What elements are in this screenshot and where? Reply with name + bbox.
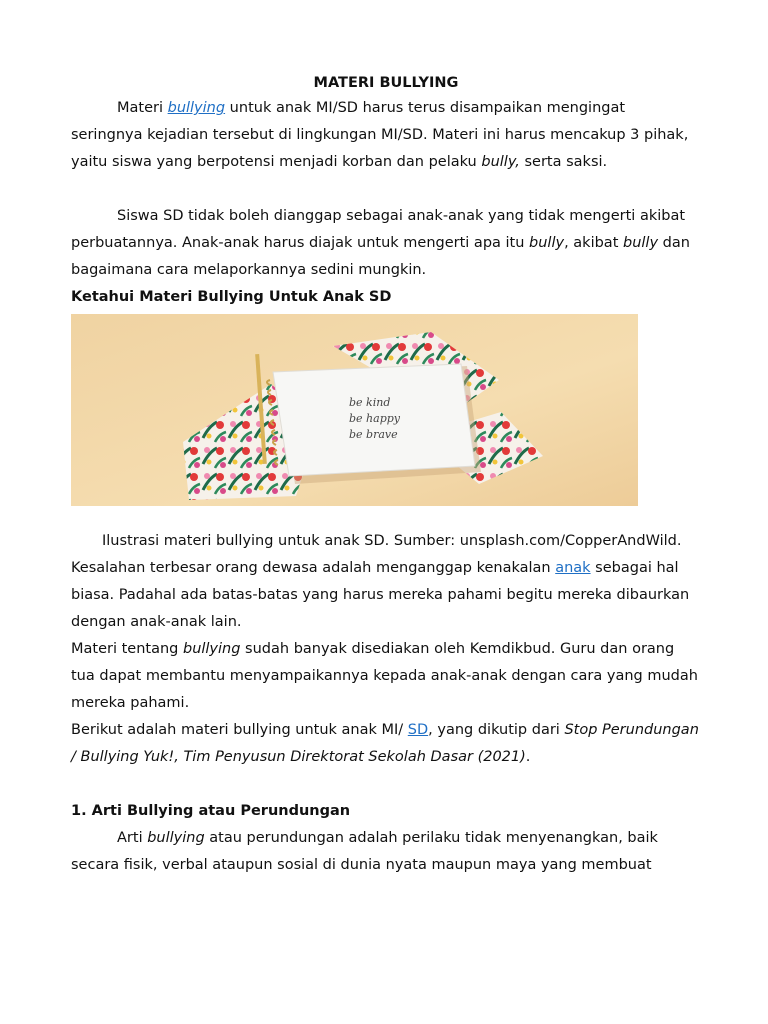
fifth-paragraph xyxy=(71,717,701,771)
italic-term: bullying xyxy=(147,830,205,846)
notebook-line-1: be kind xyxy=(349,396,391,409)
italic-term: bullying xyxy=(182,641,241,657)
intro-paragraph xyxy=(71,95,701,176)
text-run: Berikut adalah materi bullying untuk anak MI/ xyxy=(71,722,408,738)
text-run: Materi tentang xyxy=(71,641,183,657)
text-run: , akibat xyxy=(564,235,623,251)
document-body xyxy=(71,71,701,879)
third-paragraph xyxy=(71,555,701,636)
italic-term: bully, xyxy=(481,154,520,170)
text-run: sebagai hal biasa. Padahal ada batas-batas yang harus mereka pahami begitu mereka dibaurkan dengan anak-anak lain. xyxy=(71,560,690,630)
article-photo xyxy=(71,314,638,506)
text-run: untuk anak MI/SD harus terus disampaikan mengingat seringnya kejadian tersebut di lingkungan MI/SD. Materi ini harus mencakup 3 pihak, yaitu siswa yang berpotensi menjadi korban dan pelaku xyxy=(71,100,689,170)
notebook-line-2: be happy xyxy=(349,412,400,425)
text-run: atau perundungan adalah perilaku tidak menyenangkan, baik secara fisik, verbal ataupun sosial di dunia nyata maupun maya yang membuat xyxy=(71,830,658,873)
section-heading: Ketahui Materi Bullying Untuk Anak SD xyxy=(71,289,392,305)
text-run: , yang dikutip dari xyxy=(428,722,565,738)
text-run: serta saksi. xyxy=(519,154,608,170)
image-caption: Ilustrasi materi bullying untuk anak SD. Sumber: unsplash.com/CopperAndWild. xyxy=(102,533,682,549)
second-paragraph xyxy=(71,203,701,284)
bullying-link[interactable]: bullying xyxy=(167,100,226,116)
text-run: . xyxy=(525,749,531,765)
notebook-line-3: be brave xyxy=(349,428,398,441)
text-run: Materi xyxy=(117,100,168,116)
text-run: sudah banyak disediakan oleh Kemdikbud. Guru dan orang tua dapat membantu menyampaikannya kepada anak-anak dengan cara yang mudah mereka pahami. xyxy=(71,641,698,711)
text-run: Siswa SD tidak boleh dianggap sebagai anak-anak yang tidak mengerti akibat perbuatannya. Anak-anak harus diajak untuk mengerti apa itu xyxy=(71,208,686,251)
document-title: MATERI BULLYING xyxy=(313,75,459,91)
italic-term: bully xyxy=(623,235,659,251)
subsection-heading: 1. Arti Bullying atau Perundungan xyxy=(71,803,351,819)
fourth-paragraph xyxy=(71,636,701,717)
text-run: Arti xyxy=(117,830,148,846)
text-run: Kesalahan terbesar orang dewasa adalah menganggap kenakalan xyxy=(71,560,556,576)
anak-link[interactable]: anak xyxy=(555,560,591,576)
sixth-paragraph xyxy=(71,825,701,879)
italic-term: bully xyxy=(529,235,565,251)
sd-link[interactable]: SD xyxy=(407,722,429,738)
text-run: dan bagaimana cara melaporkannya sedini mungkin. xyxy=(71,235,690,278)
source-citation: Stop Perundungan / Bullying Yuk!, Tim Penyusun Direktorat Sekolah Dasar (2021) xyxy=(71,722,699,765)
paragraph-spacer xyxy=(71,176,701,203)
